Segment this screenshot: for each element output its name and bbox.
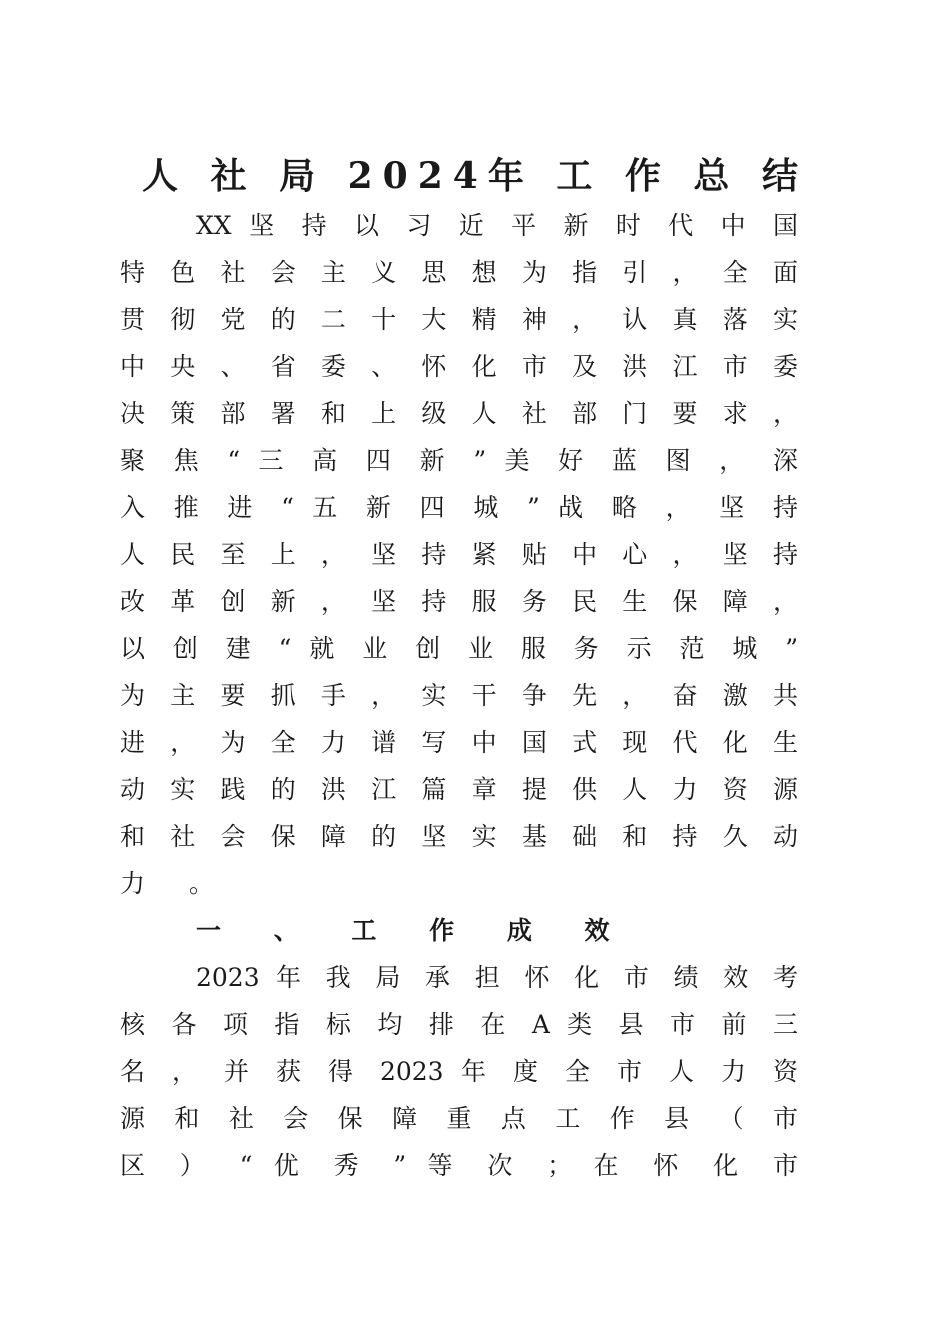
paragraph-line: 动 实 践 的 洪 江 篇 章 提 供 人 力 资 源 xyxy=(120,775,798,804)
paragraph-line: 进 ， 为 全 力 谱 写 中 国 式 现 代 化 生 xyxy=(120,728,798,757)
paragraph-line: 入 推 进 “ 五 新 四 城 ” 战 略 ， 坚 持 xyxy=(120,493,798,522)
section-heading: 一 、 工 作 成 效 xyxy=(196,916,632,945)
paragraph-line: 区 ） “ 优 秀 ” 等 次 ； 在 怀 化 市 xyxy=(120,1151,798,1180)
paragraph-line: 以 创 建 “ 就 业 创 业 服 务 示 范 城 ” xyxy=(120,634,798,663)
paragraph-line: 聚 焦 “ 三 高 四 新 ” 美 好 蓝 图 ， 深 xyxy=(120,446,798,475)
paragraph-line: XX 坚 持 以 习 近 平 新 时 代 中 国 xyxy=(196,211,798,240)
paragraph-line: 中 央 、 省 委 、 怀 化 市 及 洪 江 市 委 xyxy=(120,352,798,381)
paragraph-line: 和 社 会 保 障 的 坚 实 基 础 和 持 久 动 xyxy=(120,822,798,851)
paragraph-line: 核 各 项 指 标 均 排 在 A 类 县 市 前 三 xyxy=(120,1010,798,1039)
paragraph-line: 为 主 要 抓 手 ， 实 干 争 先 ， 奋 激 共 xyxy=(120,681,798,710)
paragraph-line: 2023 年 我 局 承 担 怀 化 市 绩 效 考 xyxy=(196,963,798,992)
paragraph-line: 人 民 至 上 ， 坚 持 紧 贴 中 心 ， 坚 持 xyxy=(120,540,798,569)
paragraph-line: 决 策 部 署 和 上 级 人 社 部 门 要 求 ， xyxy=(120,399,798,428)
paragraph-line: 名 ， 并 获 得 2023 年 度 全 市 人 力 资 xyxy=(120,1057,798,1086)
paragraph-line: 源 和 社 会 保 障 重 点 工 作 县 （ 市 xyxy=(120,1104,798,1133)
paragraph-line: 贯 彻 党 的 二 十 大 精 神 ， 认 真 落 实 xyxy=(120,305,798,334)
document-title: 人 社 局 2024年 工 作 总 结 xyxy=(142,155,808,197)
paragraph-line: 特 色 社 会 主 义 思 想 为 指 引 ， 全 面 xyxy=(120,258,798,287)
paragraph-line: 改 革 创 新 ， 坚 持 服 务 民 生 保 障 ， xyxy=(120,587,798,616)
paragraph-line: 力 。 xyxy=(120,869,232,898)
